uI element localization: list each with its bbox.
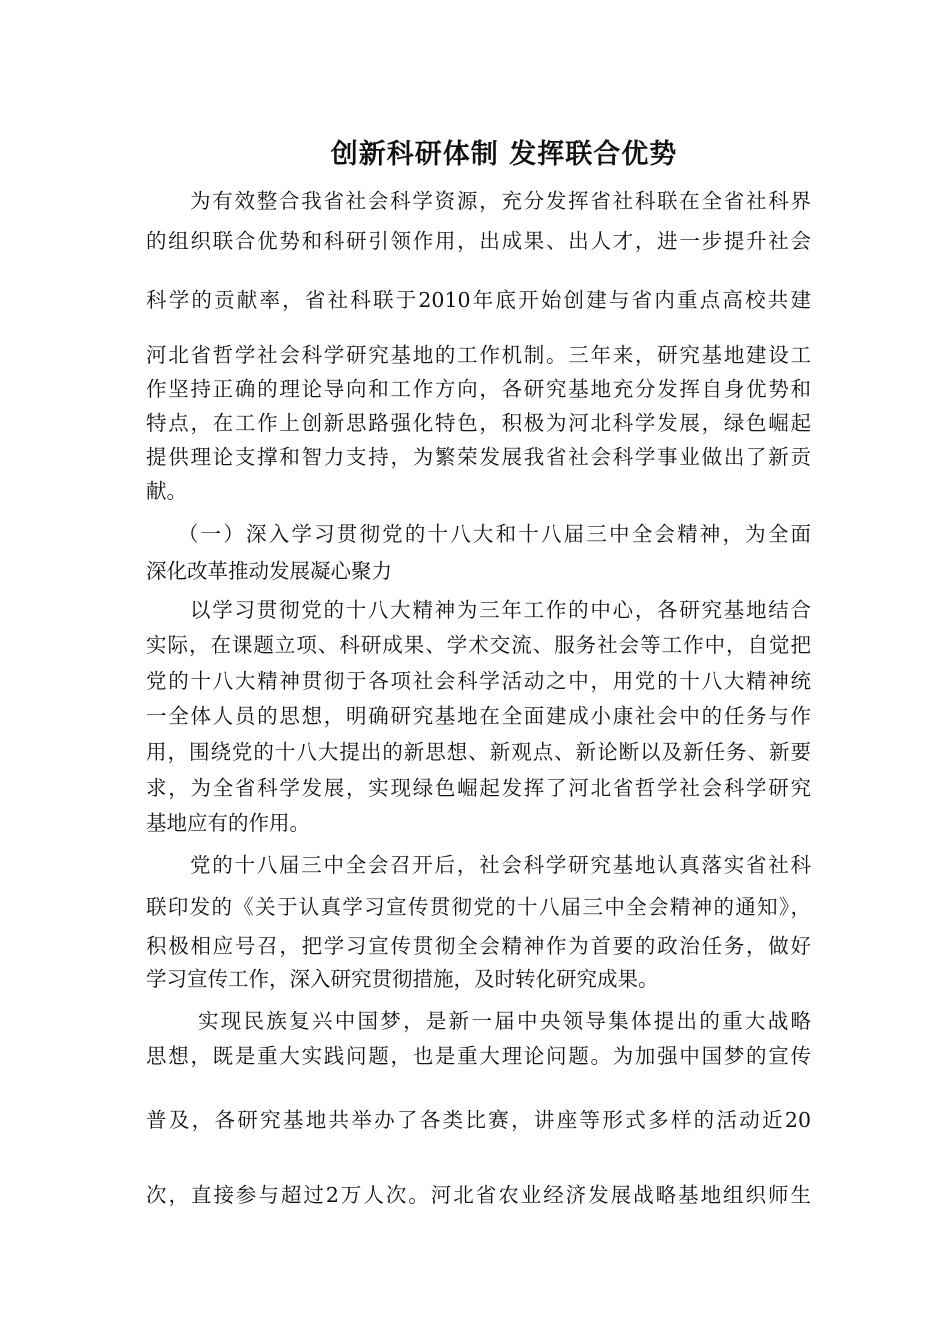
- paragraph-line: 提供理论支撑和智力支持，为繁荣发展我省社会科学事业做出了新贡: [146, 445, 811, 469]
- section-heading-line: （一）深入学习贯彻党的十八大和十八届三中全会精神，为全面: [178, 522, 811, 546]
- paragraph-line: 党的十八届三中全会召开后，社会科学研究基地认真落实省社科: [190, 853, 811, 877]
- paragraph-line: 实际，在课题立项、科研成果、学术交流、服务社会等工作中，自觉把: [146, 633, 811, 657]
- paragraph-line: 献。: [146, 479, 187, 503]
- paragraph-line: 为有效整合我省社会科学资源，充分发挥省社科联在全省社科界: [190, 189, 811, 213]
- paragraph-line: 的组织联合优势和科研引领作用，出成果、出人才，进一步提升社会: [146, 229, 811, 253]
- paragraph-line: 河北省哲学社会科学研究基地的工作机制。三年来，研究基地建设工: [146, 343, 811, 367]
- paragraph-line: 次，直接参与超过2万人次。河北省农业经济发展战略基地组织师生: [146, 1183, 811, 1207]
- paragraph-line: 以学习贯彻党的十八大精神为三年工作的中心，各研究基地结合: [190, 598, 811, 622]
- paragraph-line: 学习宣传工作，深入研究贯彻措施，及时转化研究成果。: [146, 967, 659, 991]
- paragraph-line: 联印发的《关于认真学习宣传贯彻党的十八届三中全会精神的通知》，: [146, 895, 811, 919]
- paragraph-line: 作坚持正确的理论导向和工作方向，各研究基地充分发挥自身优势和: [146, 377, 811, 401]
- paragraph-line: 求，为全省科学发展，实现绿色崛起发挥了河北省哲学社会科学研究: [146, 776, 811, 800]
- paragraph-line: 积极相应号召，把学习宣传贯彻全会精神作为首要的政治任务，做好: [146, 934, 811, 958]
- paragraph-line: 实现民族复兴中国梦，是新一届中央领导集体提出的重大战略: [198, 1009, 811, 1033]
- paragraph-line: 普及，各研究基地共举办了各类比赛，讲座等形式多样的活动近20: [146, 1108, 811, 1132]
- paragraph-line: 科学的贡献率，省社科联于2010年底开始创建与省内重点高校共建: [146, 288, 811, 312]
- document-title: 创新科研体制 发挥联合优势: [330, 139, 678, 170]
- paragraph-line: 一全体人员的思想，明确研究基地在全面建成小康社会中的任务与作: [146, 704, 811, 728]
- paragraph-line: 思想，既是重大实践问题，也是重大理论问题。为加强中国梦的宣传: [146, 1044, 811, 1068]
- paragraph-line: 特点，在工作上创新思路强化特色，积极为河北科学发展，绿色崛起: [146, 411, 811, 435]
- paragraph-line: 党的十八大精神贯彻于各项社会科学活动之中，用党的十八大精神统: [146, 669, 811, 693]
- paragraph-line: 基地应有的作用。: [146, 811, 310, 835]
- paragraph-line: 用，围绕党的十八大提出的新思想、新观点、新论断以及新任务、新要: [146, 740, 811, 764]
- section-heading-line: 深化改革推动发展凝心聚力: [146, 559, 392, 583]
